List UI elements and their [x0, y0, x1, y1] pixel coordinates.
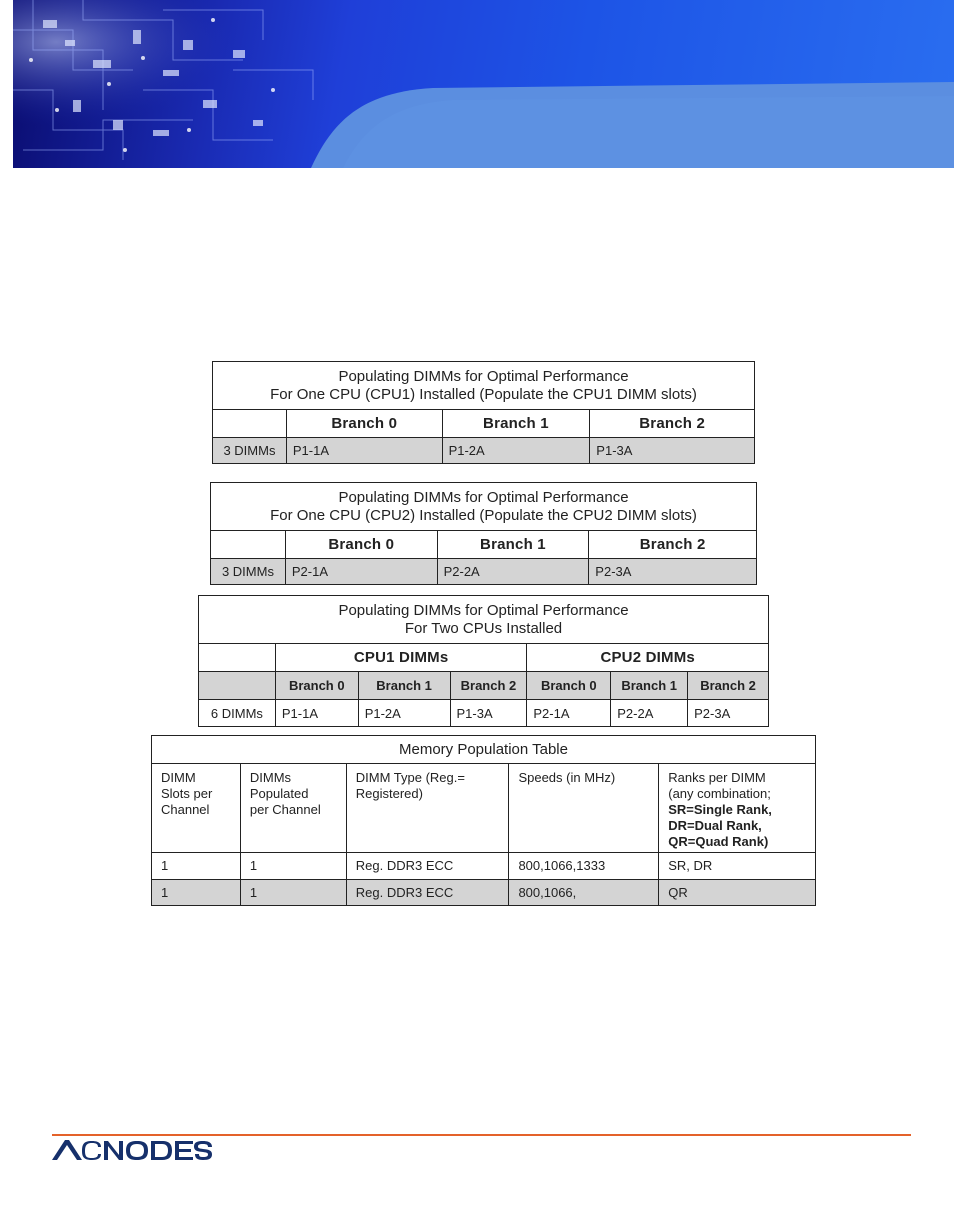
table-row: [211, 559, 757, 585]
table-cell: Reg. DDR3 ECC: [346, 853, 509, 880]
column-header: Branch 1: [611, 672, 688, 700]
header-line: DIMM: [161, 770, 196, 785]
header-line: QR=Quad Rank): [668, 834, 769, 849]
table-cell: P1-3A: [450, 700, 527, 727]
header-line: (any combination;: [668, 786, 771, 801]
column-header: Branch 1: [442, 410, 590, 438]
row-label: 6 DIMMs: [199, 700, 276, 727]
dimm-table-cpu1: [212, 361, 755, 464]
table-cell: Reg. DDR3 ECC: [346, 880, 509, 906]
table-cell: 1: [240, 853, 346, 880]
circuit-board-graphic: [13, 0, 954, 168]
row-label: 3 DIMMs: [213, 438, 287, 464]
memory-population-table: [151, 735, 816, 906]
header-line: per Channel: [249, 802, 321, 817]
column-header: Branch 0: [286, 410, 442, 438]
column-header: Branch 0: [275, 672, 358, 700]
header-line: Speeds (in MHz): [518, 770, 616, 785]
table-cell: QR: [659, 880, 816, 906]
table-title-line1: Populating DIMMs for Optimal Performance: [338, 489, 629, 506]
column-header: Branch 0: [285, 531, 437, 559]
table-cell: 800,1066,: [509, 880, 659, 906]
table-row: [152, 853, 816, 880]
column-header: Branch 1: [437, 531, 589, 559]
table-title: [211, 483, 757, 531]
column-header: [509, 764, 659, 853]
table-cell: 800,1066,1333: [509, 853, 659, 880]
table-cell: P2-3A: [688, 700, 769, 727]
header-banner: [13, 0, 954, 168]
table-title-line2: For One CPU (CPU1) Installed (Populate the CPU1 DIMM slots): [270, 386, 697, 403]
header-line: SR=Single Rank,: [668, 802, 772, 817]
table-cell: P2-3A: [589, 559, 757, 585]
table-cell: 1: [240, 880, 346, 906]
row-label: 3 DIMMs: [211, 559, 286, 585]
table-row: [213, 438, 755, 464]
acnodes-logo: [52, 1138, 212, 1167]
table-cell: P1-1A: [286, 438, 442, 464]
column-header: [152, 764, 241, 853]
acnodes-logo-mark: [52, 1138, 212, 1162]
column-header: Branch 1: [358, 672, 450, 700]
dimm-table-cpu2: [210, 482, 757, 585]
header-line: Registered): [355, 786, 423, 801]
table-row: [152, 880, 816, 906]
column-header: [240, 764, 346, 853]
column-header: [346, 764, 509, 853]
table-row: [199, 700, 769, 727]
table-title: [213, 362, 755, 410]
table-title-line2: For One CPU (CPU2) Installed (Populate the CPU2 DIMM slots): [270, 507, 697, 524]
table-title-line1: Populating DIMMs for Optimal Performance: [338, 602, 629, 619]
table-cell: P2-2A: [611, 700, 688, 727]
column-header: Branch 2: [688, 672, 769, 700]
table-cell: P1-1A: [275, 700, 358, 727]
column-header: Branch 2: [589, 531, 757, 559]
table-cell: P2-1A: [285, 559, 437, 585]
group-header: CPU1 DIMMs: [275, 644, 527, 672]
table-title-line2: For Two CPUs Installed: [404, 620, 563, 637]
table-cell: 1: [152, 880, 241, 906]
table-title: Memory Population Table: [152, 736, 816, 764]
table-cell: P1-2A: [358, 700, 450, 727]
column-header: Branch 0: [527, 672, 611, 700]
header-line: DIMMs: [249, 770, 292, 785]
footer-divider: [52, 1134, 911, 1136]
group-header: CPU2 DIMMs: [527, 644, 769, 672]
dimm-table-two-cpus: [198, 595, 769, 727]
table-title: [199, 596, 769, 644]
table-cell: P1-2A: [442, 438, 590, 464]
header-line: Channel: [161, 802, 210, 817]
table-cell: P2-1A: [527, 700, 611, 727]
header-line: Ranks per DIMM: [668, 770, 766, 785]
column-header: Branch 2: [450, 672, 527, 700]
table-title-line1: Populating DIMMs for Optimal Performance: [338, 368, 629, 385]
column-header: Branch 2: [590, 410, 755, 438]
table-cell: 1: [152, 853, 241, 880]
header-line: Populated: [249, 786, 309, 801]
header-line: Slots per: [161, 786, 213, 801]
column-header: [659, 764, 816, 853]
table-cell: P1-3A: [590, 438, 755, 464]
table-cell: SR, DR: [659, 853, 816, 880]
table-cell: P2-2A: [437, 559, 589, 585]
header-line: DIMM Type (Reg.=: [355, 770, 465, 785]
header-line: DR=Dual Rank,: [668, 818, 762, 833]
